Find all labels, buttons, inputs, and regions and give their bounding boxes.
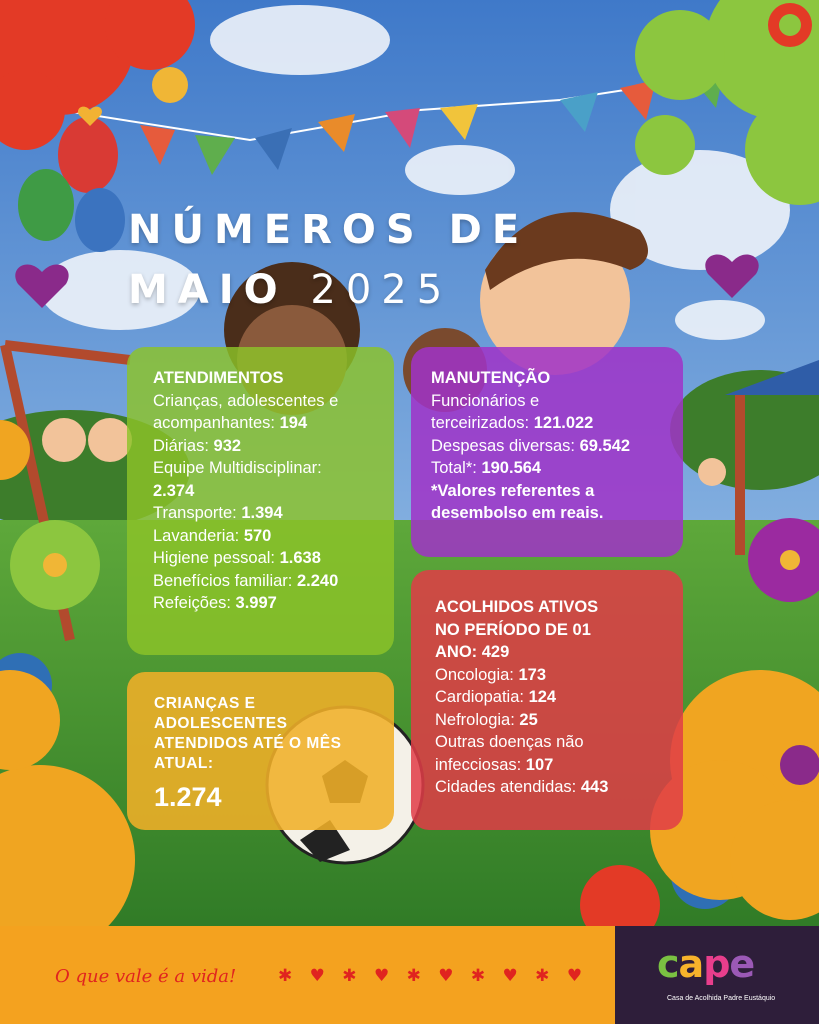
stat-line: Total*: 190.564 <box>431 459 542 477</box>
manutencao-card <box>411 347 683 557</box>
stat-line: Despesas diversas: 69.542 <box>431 436 631 455</box>
stat-line: terceirizados: 121.022 <box>431 414 594 432</box>
criancas-heading-line: CRIANÇAS E <box>154 695 256 712</box>
note-line: *Valores referentes a <box>431 481 595 500</box>
criancas-card <box>127 672 394 830</box>
stat-line: Higiene pessoal: 1.638 <box>153 549 321 567</box>
stat-line: 2.374 <box>153 481 195 500</box>
stat-line: Crianças, adolescentes e <box>153 391 339 410</box>
manutencao-heading: MANUTENÇÃO <box>431 369 551 387</box>
acolhidos-heading-line: ANO: 429 <box>435 643 510 661</box>
stat-line: infecciosas: 107 <box>435 755 554 774</box>
flower-green-left <box>10 520 100 610</box>
criancas-heading-line: ATENDIDOS ATÉ O MÊS <box>154 735 342 752</box>
criancas-heading-line: ATUAL: <box>154 755 214 772</box>
page-title <box>128 200 529 320</box>
stat-line: Nefrologia: 25 <box>435 710 538 729</box>
title-line-2: MAIO 2025 <box>128 267 453 313</box>
stat-line: Equipe Multidisciplinar: <box>153 459 322 477</box>
logo-caption: Casa de Acolhida Padre Eustáquio <box>667 995 776 1002</box>
acolhidos-heading-line: ACOLHIDOS ATIVOS <box>435 598 599 616</box>
stat-line: Oncologia: 173 <box>435 665 546 684</box>
acolhidos-heading-line: NO PERÍODO DE 01 <box>435 620 591 639</box>
acolhidos-card <box>411 570 683 830</box>
stat-line: Cardiopatia: 124 <box>435 688 557 706</box>
stat-line: Lavanderia: 570 <box>153 526 272 545</box>
stat-line: Refeições: 3.997 <box>153 594 277 612</box>
criancas-total: 1.274 <box>154 782 222 812</box>
stat-line: Transporte: 1.394 <box>153 504 283 522</box>
stat-line: Cidades atendidas: 443 <box>435 778 609 796</box>
note-line: desembolso em reais. <box>431 504 604 522</box>
slogan: O que vale é a vida! <box>55 966 237 987</box>
stat-line: Benefícios familiar: 2.240 <box>153 571 339 590</box>
stat-line: Diárias: 932 <box>153 436 242 455</box>
decorative-stars-hearts: ✱ ♥ ✱ ♥ ✱ ♥ ✱ ♥ ✱ ♥ <box>278 966 589 986</box>
stat-line: Outras doenças não <box>435 733 584 751</box>
criancas-heading-line: ADOLESCENTES <box>154 715 288 732</box>
cape-logo: cape <box>657 942 755 986</box>
atendimentos-card <box>127 347 394 655</box>
title-line-1: NÚMEROS DE <box>128 207 530 253</box>
stat-line: acompanhantes: 194 <box>153 414 308 432</box>
atendimentos-heading: ATENDIMENTOS <box>153 369 284 387</box>
stat-line: Funcionários e <box>431 391 540 410</box>
